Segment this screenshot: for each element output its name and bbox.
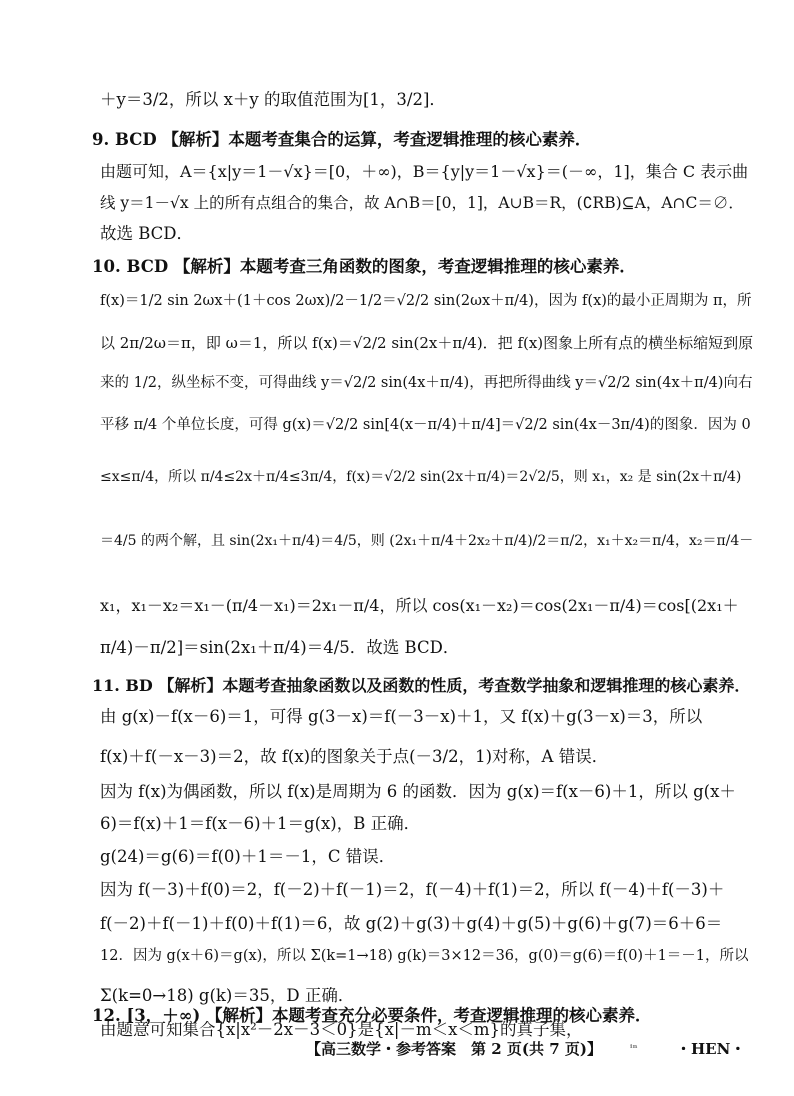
q11-text: f(x)＋f(－x－3)＝2，故 f(x)的图象关于点(－3/2，1)对称，A 错误． bbox=[100, 747, 609, 766]
footer-code: ・HEN・ bbox=[676, 1040, 746, 1058]
footer-page-info: 【高三数学・参考答案 第 2 页(共 7 页)】 bbox=[306, 1040, 602, 1058]
q10-text: f(x)＝1/2 sin 2ωx＋(1＋cos 2ωx)/2－1/2＝√2/2 sin(2ωx＋π/4)，因为 f(x)的最小正周期为 π，所 bbox=[100, 293, 752, 309]
q8-conclusion: ＋y＝3/2，所以 x＋y 的取值范围为[1，3/2]． bbox=[100, 90, 446, 109]
q11-text: 12．因为 g(x＋6)＝g(x)，所以 Σ(k=1→18) g(k)＝3×12＝36，g(0)＝g(6)＝f(0)＋1＝－1，所以 bbox=[100, 948, 749, 964]
q12-heading: 12. [3，＋∞) 【解析】本题考查充分必要条件，考查逻辑推理的核心素养． bbox=[92, 1006, 652, 1025]
q11-text: 6)＝f(x)＋1＝f(x－6)＋1＝g(x)，B 正确． bbox=[100, 814, 421, 833]
q11-heading: 11. BD 【解析】本题考查抽象函数以及函数的性质，考查数学抽象和逻辑推理的核心素养． bbox=[92, 676, 751, 695]
page-footer bbox=[0, 1038, 794, 1062]
q12-text: 由题意可知集合{x|x²－2x－3＜0}是{x|－m＜x＜m}的真子集， bbox=[100, 1020, 583, 1039]
q11-text: 因为 f(x)为偶函数，所以 f(x)是周期为 6 的函数．因为 g(x)＝f(x－6)＋1，所以 g(x＋ bbox=[100, 782, 736, 801]
q9-text: 由题可知，A＝{x|y＝1－√x}＝[0，＋∞)，B＝{y|y＝1－√x}＝(－∞，1]，集合 C 表示曲 bbox=[100, 162, 749, 181]
q11-text: f(－2)＋f(－1)＋f(0)＋f(1)＝6，故 g(2)＋g(3)＋g(4)＋g(5)＋g(6)＋g(7)＝6＋6＝ bbox=[100, 914, 723, 933]
q11-text: Σ(k=0→18) g(k)＝35，D 正确． bbox=[100, 986, 355, 1005]
q10-text: 以 2π/2ω＝π，即 ω＝1，所以 f(x)＝√2/2 sin(2x＋π/4)．把 f(x)图象上所有点的横坐标缩短到原 bbox=[100, 334, 754, 352]
q11-text: 因为 f(－3)＋f(0)＝2，f(－2)＋f(－1)＝2，f(－4)＋f(1)＝2，所以 f(－4)＋f(－3)＋ bbox=[100, 880, 725, 899]
q10-text: x₁，x₁－x₂＝x₁－(π/4－x₁)＝2x₁－π/4，所以 cos(x₁－x₂)＝cos(2x₁－π/4)＝cos[(2x₁＋ bbox=[100, 596, 739, 615]
q9-text: 线 y＝1－√x 上的所有点组合的集合，故 A∩B＝[0，1]，A∪B＝R，(∁RB)⊆A，A∩C＝∅． bbox=[100, 194, 744, 212]
q10-text: 来的 1/2，纵坐标不变，可得曲线 y＝√2/2 sin(4x＋π/4)，再把所得曲线 y＝√2/2 sin(4x＋π/4)向右 bbox=[100, 375, 753, 391]
q11-text: g(24)＝g(6)＝f(0)＋1＝－1，C 错误． bbox=[100, 847, 396, 866]
q9-heading: 9. BCD 【解析】本题考查集合的运算，考查逻辑推理的核心素养． bbox=[92, 130, 592, 149]
q10-text: 平移 π/4 个单位长度，可得 g(x)＝√2/2 sin[4(x－π/4)＋π/4]＝√2/2 sin(4x－3π/4)的图象．因为 0 bbox=[100, 417, 751, 433]
q10-heading: 10. BCD 【解析】本题考查三角函数的图象，考查逻辑推理的核心素养． bbox=[92, 257, 636, 276]
q9-text: 故选 BCD． bbox=[100, 224, 194, 243]
q10-text: π/4)－π/2]＝sin(2x₁＋π/4)＝4/5．故选 BCD． bbox=[100, 638, 460, 657]
q11-text: 由 g(x)－f(x－6)＝1，可得 g(3－x)＝f(－3－x)＋1，又 f(x)＋g(3－x)＝3，所以 bbox=[100, 707, 703, 726]
q10-text: ≤x≤π/4，所以 π/4≤2x＋π/4≤3π/4，f(x)＝√2/2 sin(2x＋π/4)＝2√2/5，则 x₁，x₂ 是 sin(2x＋π/4) bbox=[100, 469, 742, 485]
footer-mark: ᵢₙ bbox=[630, 1040, 638, 1051]
q10-text: ＝4/5 的两个解，且 sin(2x₁＋π/4)＝4/5，则 (2x₁＋π/4＋2x₂＋π/4)/2＝π/2，x₁＋x₂＝π/4，x₂＝π/4－ bbox=[100, 533, 754, 549]
